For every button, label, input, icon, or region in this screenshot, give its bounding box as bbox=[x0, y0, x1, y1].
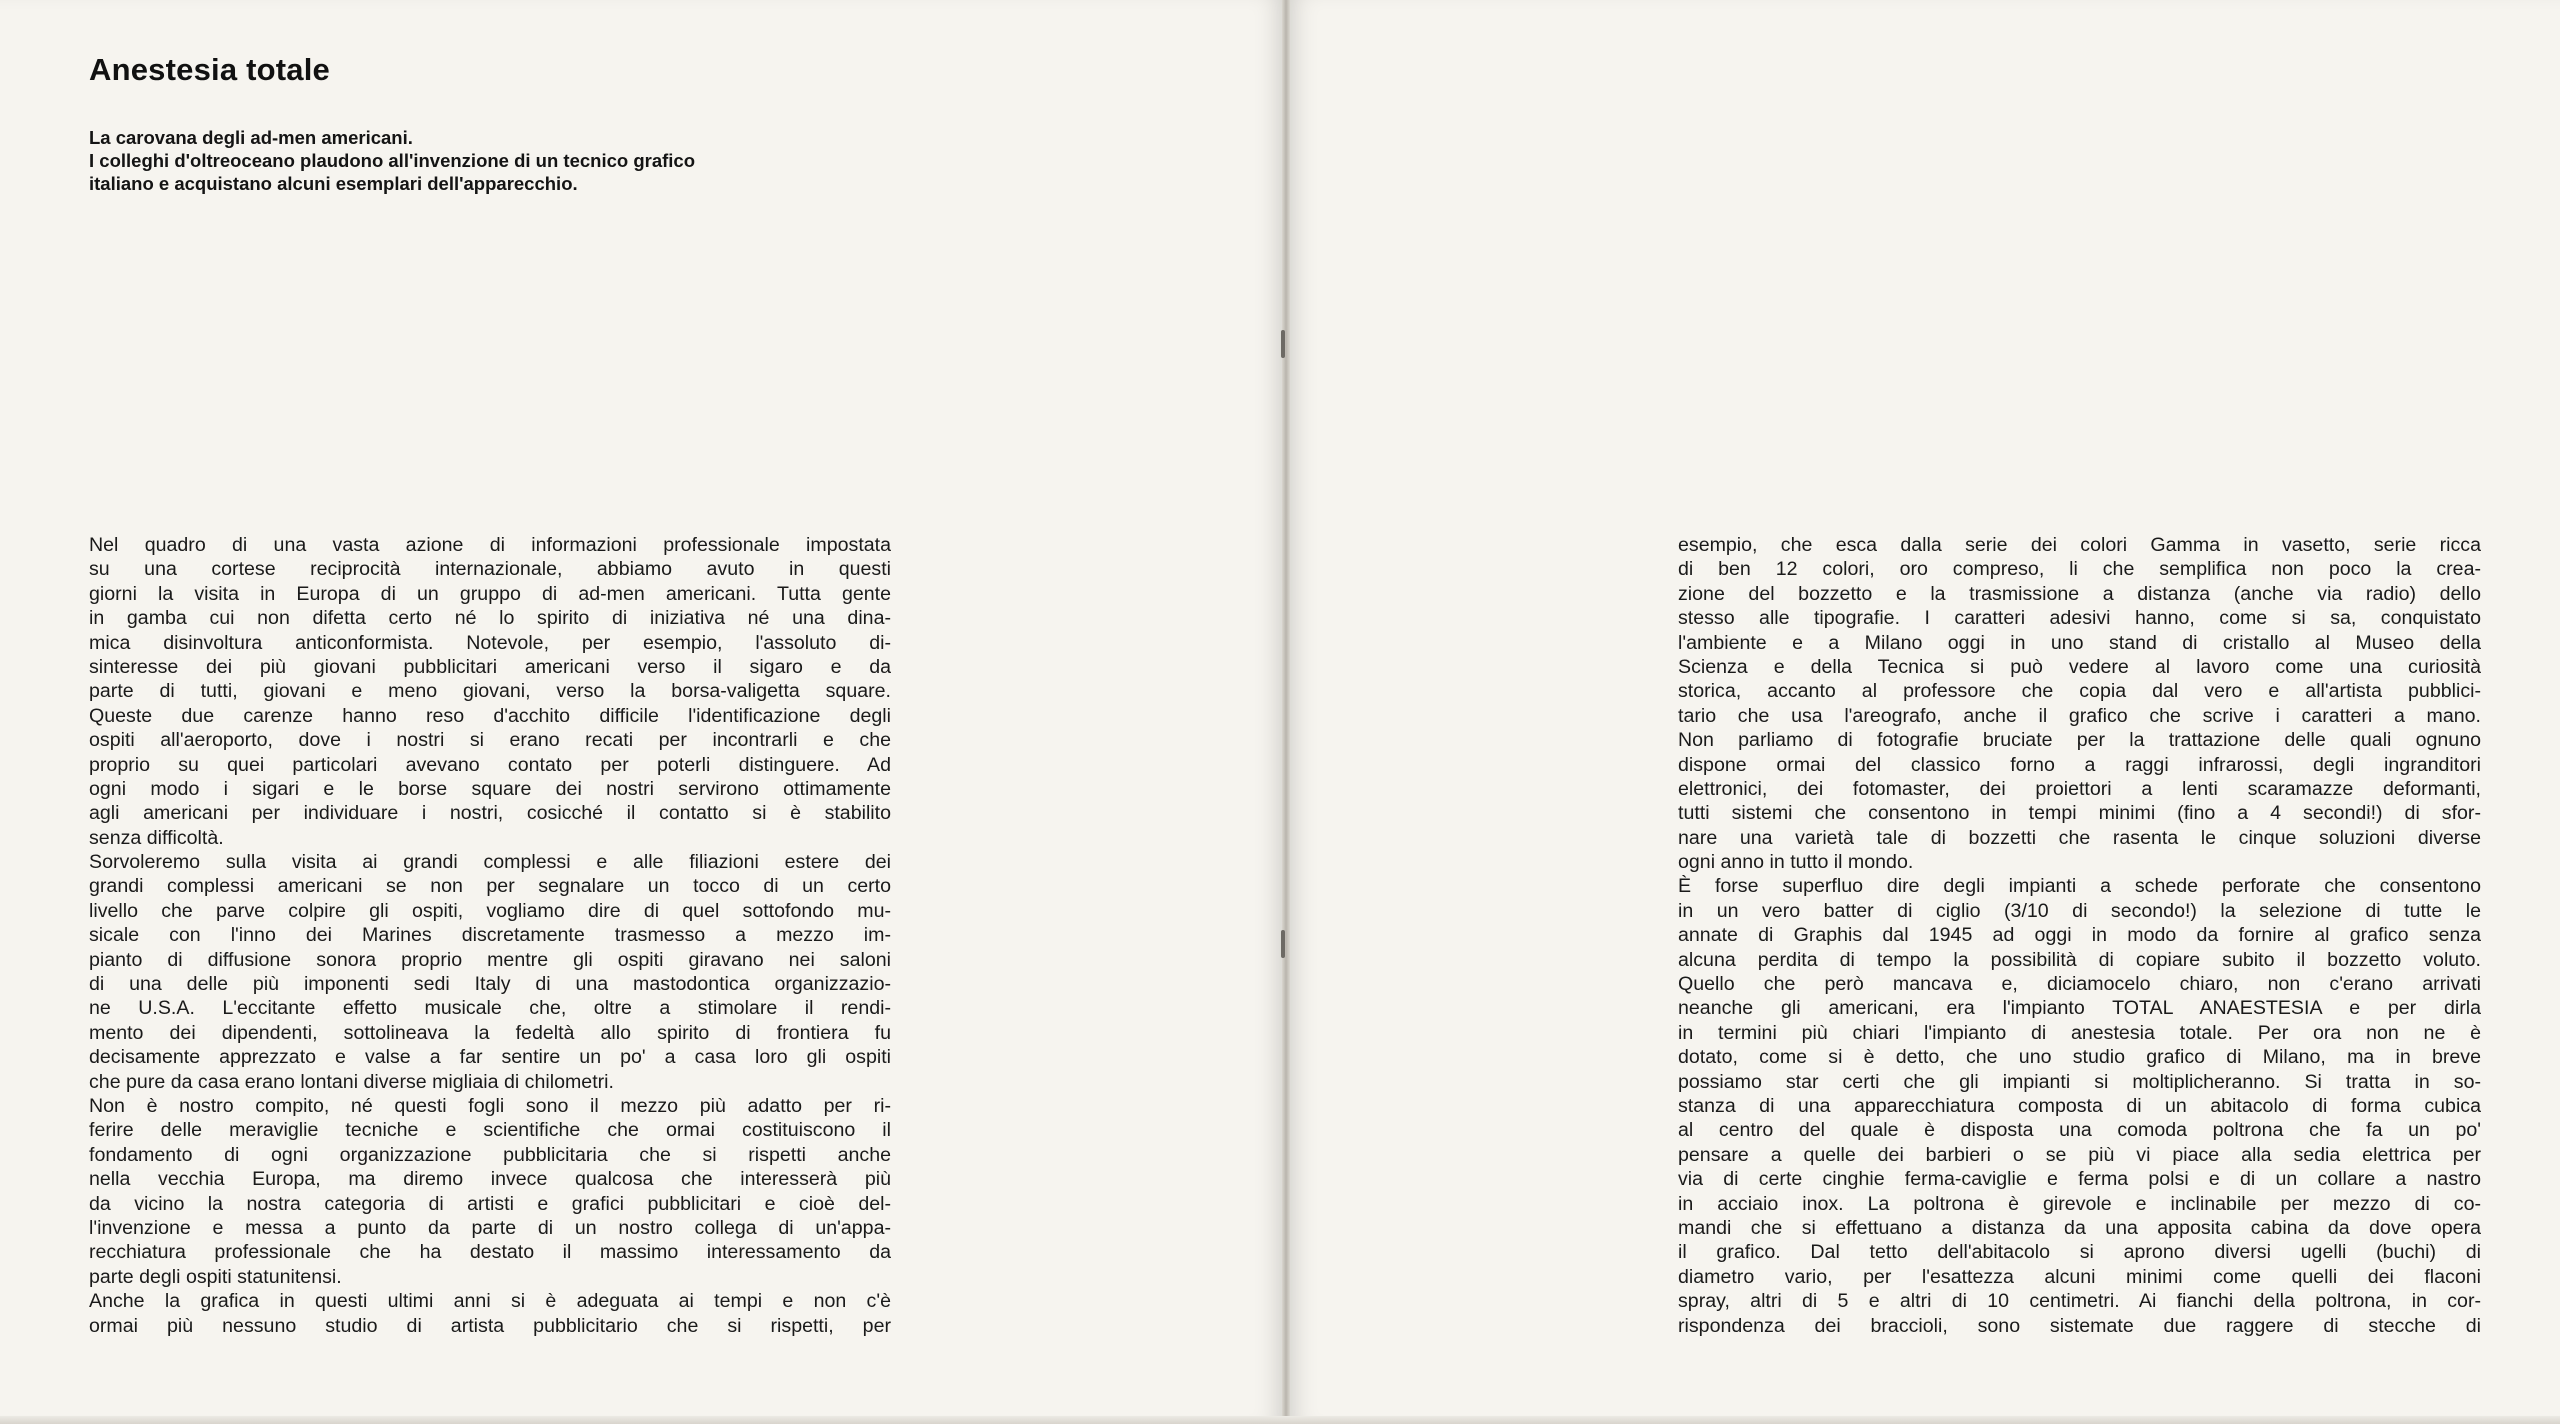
text-line: decisamente apprezzato e valse a far sentire un po' a casa loro gli ospiti bbox=[89, 1046, 891, 1069]
text-line: nare una varietà tale di bozzetti che rasenta le cinque soluzioni diverse bbox=[1678, 826, 2481, 849]
text-line: in acciaio inox. La poltrona è girevole e inclinabile per mezzo di co- bbox=[1678, 1192, 2481, 1215]
text-line: storica, accanto al professore che copia dal vero e all'artista pubblici- bbox=[1678, 680, 2481, 703]
text-line: ferire delle meraviglie tecniche e scientifiche che ormai costituiscono il bbox=[89, 1119, 891, 1142]
text-line: su una cortese reciprocità internazionale, abbiamo avuto in questi bbox=[89, 558, 891, 581]
text-line: esempio, che esca dalla serie dei colori Gamma in vasetto, serie ricca bbox=[1678, 534, 2481, 556]
text-line: pensare a quelle dei barbieri o se più vi piace alla sedia elettrica per bbox=[1678, 1143, 2481, 1166]
text-line: mandi che si effettuano a distanza da una apposita cabina da dove opera bbox=[1678, 1216, 2481, 1239]
text-line: di una delle più imponenti sedi Italy di una mastodontica organizzazio- bbox=[89, 973, 891, 996]
text-line: neanche gli americani, era l'impianto TOTAL ANAESTESIA e per dirla bbox=[1678, 997, 2481, 1020]
text-line: pianto di diffusione sonora proprio mentre gli ospiti giravano nei saloni bbox=[89, 948, 891, 971]
text-line: ne U.S.A. L'eccitante effetto musicale che, oltre a stimolare il rendi- bbox=[89, 997, 891, 1020]
staple bbox=[1281, 330, 1285, 358]
text-line: ogni anno in tutto il mondo. bbox=[1678, 851, 1914, 874]
text-line: ormai più nessuno studio di artista pubblicitario che si rispetti, per bbox=[89, 1314, 891, 1337]
text-line: in termini più chiari l'impianto di anestesia totale. Per ora non ne è bbox=[1678, 1021, 2481, 1044]
text-line: alcuna perdita di tempo la possibilità di copiare subito il bozzetto voluto. bbox=[1678, 948, 2481, 971]
subtitle-line: I colleghi d'oltreoceano plaudono all'invenzione di un tecnico grafico bbox=[89, 150, 696, 171]
text-line: stesso alle tipografie. I caratteri adesivi hanno, come si sa, conquistato bbox=[1678, 607, 2481, 630]
text-line: che pure da casa erano lontani diverse migliaia di chilometri. bbox=[89, 1070, 614, 1093]
text-line: mento dei dipendenti, sottolineava la fedeltà allo spirito di frontiera fu bbox=[89, 1021, 891, 1044]
text-line: Non parliamo di fotografie bruciate per la trattazione delle quali ognuno bbox=[1678, 729, 2481, 752]
text-line: l'ambiente e a Milano oggi in uno stand di cristallo al Museo della bbox=[1678, 631, 2481, 654]
text-line: tutti sistemi che consentono in tempi minimi (fino a 4 secondi!) di sfor- bbox=[1678, 802, 2481, 825]
text-line: nella vecchia Europa, ma diremo invece qualcosa che interesserà più bbox=[89, 1168, 891, 1191]
text-line: spray, altri di 5 e altri di 10 centimetri. Ai fianchi della poltrona, in cor- bbox=[1678, 1290, 2481, 1313]
article-title: Anestesia totale bbox=[89, 52, 330, 87]
article-subtitle bbox=[89, 126, 899, 195]
text-line: l'invenzione e messa a punto da parte di un nostro collega di un'appa- bbox=[89, 1216, 891, 1239]
text-line: mica disinvoltura anticonformista. Notevole, per esempio, l'assoluto di- bbox=[89, 631, 891, 654]
text-line: ospiti all'aeroporto, dove i nostri si erano recati per incontrarli e che bbox=[89, 729, 891, 752]
text-line: da vicino la nostra categoria di artisti e grafici pubblicitari e cioè del- bbox=[89, 1192, 891, 1215]
text-line: parte degli ospiti statunitensi. bbox=[89, 1265, 342, 1288]
text-line: Non è nostro compito, né questi fogli sono il mezzo più adatto per ri- bbox=[89, 1094, 891, 1117]
page-bottom-edge bbox=[0, 1416, 2560, 1424]
text-line: rispondenza dei braccioli, sono sistemate due raggere di stecche di bbox=[1678, 1314, 2481, 1337]
left-body-text bbox=[89, 533, 891, 1338]
text-line: annate di Graphis dal 1945 ad oggi in modo da fornire al grafico senza bbox=[1678, 924, 2481, 947]
text-line: fondamento di ogni organizzazione pubblicitaria che si rispetti anche bbox=[89, 1143, 891, 1166]
text-line: sinteresse dei più giovani pubblicitari americani verso il sigaro e da bbox=[89, 655, 891, 678]
text-line: sicale con l'inno dei Marines discretamente trasmesso a mezzo im- bbox=[89, 924, 891, 947]
text-line: recchiatura professionale che ha destato il massimo interessamento da bbox=[89, 1241, 891, 1264]
subtitle-line: italiano e acquistano alcuni esemplari dell'apparecchio. bbox=[89, 173, 578, 194]
text-line: zione del bozzetto e la trasmissione a distanza (anche via radio) dello bbox=[1678, 582, 2481, 605]
staple bbox=[1281, 930, 1285, 958]
page-gutter bbox=[1282, 0, 1290, 1424]
text-line: giorni la visita in Europa di un gruppo di ad-men americani. Tutta gente bbox=[89, 582, 891, 605]
right-body-text bbox=[1678, 533, 2481, 1338]
text-line: Anche la grafica in questi ultimi anni si è adeguata ai tempi e non c'è bbox=[89, 1290, 891, 1313]
text-line: parte di tutti, giovani e meno giovani, verso la borsa-valigetta square. bbox=[89, 680, 891, 703]
text-line: dispone ormai del classico forno a raggi infrarossi, degli ingranditori bbox=[1678, 753, 2481, 776]
text-line: di ben 12 colori, oro compreso, li che semplifica non poco la crea- bbox=[1678, 558, 2481, 581]
text-line: Queste due carenze hanno reso d'acchito difficile l'identificazione degli bbox=[89, 704, 891, 727]
text-line: in un vero batter di ciglio (3/10 di secondo!) la selezione di tutte le bbox=[1678, 899, 2481, 922]
text-line: elettronici, dei fotomaster, dei proiettori a lenti scaramazze deformanti, bbox=[1678, 777, 2481, 800]
text-line: al centro del quale è disposta una comoda poltrona che fa un po' bbox=[1678, 1119, 2481, 1142]
text-line: il grafico. Dal tetto dell'abitacolo si aprono diversi ugelli (buchi) di bbox=[1678, 1241, 2481, 1264]
text-line: possiamo star certi che gli impianti si moltiplicheranno. Si tratta in so- bbox=[1678, 1070, 2481, 1093]
text-line: diametro vario, per l'esattezza alcuni minimi come quelli dei flaconi bbox=[1678, 1265, 2481, 1288]
text-line: dotato, come si è detto, che uno studio grafico di Milano, ma in breve bbox=[1678, 1046, 2481, 1069]
text-line: agli americani per individuare i nostri, cosicché il contatto si è stabilito bbox=[89, 802, 891, 825]
subtitle-line: La carovana degli ad-men americani. bbox=[89, 127, 413, 148]
text-line: in gamba cui non difetta certo né lo spirito di iniziativa né una dina- bbox=[89, 607, 891, 630]
text-line: proprio su quei particolari avevano contato per poterli distinguere. Ad bbox=[89, 753, 891, 776]
text-line: senza difficoltà. bbox=[89, 826, 224, 849]
text-line: Quello che però mancava e, diciamocelo chiaro, non c'erano arrivati bbox=[1678, 973, 2481, 996]
text-line: Scienza e della Tecnica si può vedere al lavoro come una curiosità bbox=[1678, 655, 2481, 678]
text-line: livello che parve colpire gli ospiti, vogliamo dire di quel sottofondo mu- bbox=[89, 899, 891, 922]
text-line: Nel quadro di una vasta azione di informazioni professionale impostata bbox=[89, 534, 891, 556]
text-line: È forse superfluo dire degli impianti a schede perforate che consentono bbox=[1678, 875, 2481, 898]
text-line: Sorvoleremo sulla visita ai grandi complessi e alle filiazioni estere dei bbox=[89, 851, 891, 874]
text-line: stanza di una apparecchiatura composta di un abitacolo di forma cubica bbox=[1678, 1094, 2481, 1117]
text-line: via di certe cinghie ferma-caviglie e ferma polsi e di un collare a nastro bbox=[1678, 1168, 2481, 1191]
text-line: ogni modo i sigari e le borse square dei nostri servirono ottimamente bbox=[89, 777, 891, 800]
text-line: grandi complessi americani se non per segnalare un tocco di un certo bbox=[89, 875, 891, 898]
text-line: tario che usa l'areografo, anche il grafico che scrive i caratteri a mano. bbox=[1678, 704, 2481, 727]
